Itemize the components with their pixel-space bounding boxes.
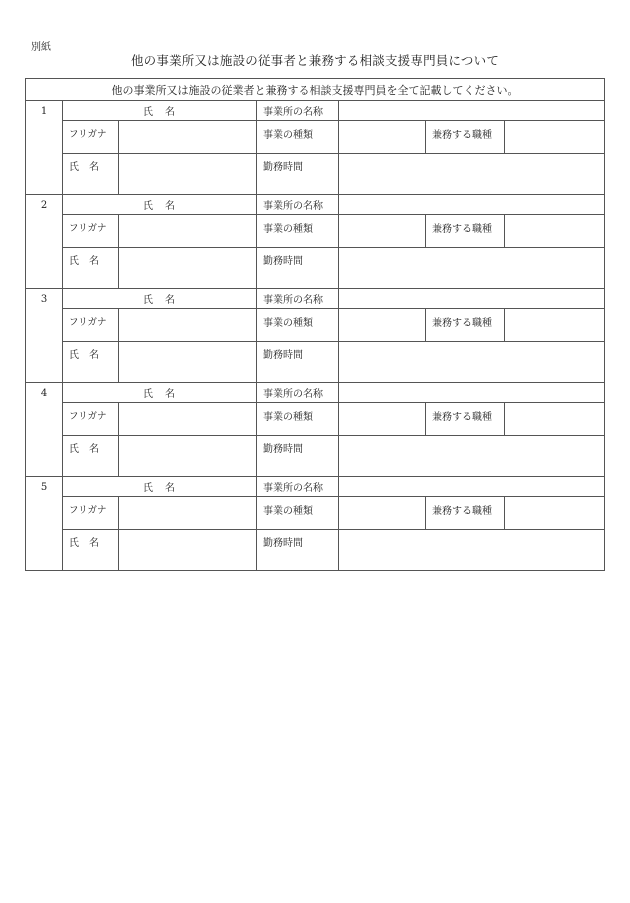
- office-name-label: 事業所の名称: [257, 289, 339, 309]
- business-type-label: 事業の種類: [257, 403, 339, 436]
- name-field[interactable]: [119, 154, 257, 195]
- name-label: 氏 名: [63, 342, 119, 383]
- entry-number: 4: [26, 383, 63, 477]
- entry-row-furigana: [26, 215, 605, 248]
- entry-number: 5: [26, 477, 63, 571]
- working-hours-label: 勤務時間: [257, 342, 339, 383]
- furigana-label: フリガナ: [63, 497, 119, 530]
- concurrent-role-label: 兼務する職種: [426, 309, 505, 342]
- annex-label: 別紙: [31, 42, 51, 53]
- concurrent-role-label: 兼務する職種: [426, 121, 505, 154]
- document-title: 他の事業所又は施設の従事者と兼務する相談支援専門員について: [130, 53, 500, 68]
- staff-form-table: [25, 78, 605, 571]
- furigana-field[interactable]: [119, 309, 257, 342]
- concurrent-role-field[interactable]: [505, 403, 605, 436]
- entry-number: 2: [26, 195, 63, 289]
- name-field[interactable]: [119, 342, 257, 383]
- name-header-label: 氏 名: [63, 383, 257, 403]
- office-name-label: 事業所の名称: [257, 101, 339, 121]
- furigana-field[interactable]: [119, 403, 257, 436]
- entry-row-name: [26, 342, 605, 383]
- entry-row-name: [26, 248, 605, 289]
- working-hours-label: 勤務時間: [257, 248, 339, 289]
- name-header-label: 氏 名: [63, 101, 257, 121]
- office-name-field[interactable]: [339, 477, 605, 497]
- business-type-field[interactable]: [339, 121, 426, 154]
- office-name-label: 事業所の名称: [257, 195, 339, 215]
- entry-number: 3: [26, 289, 63, 383]
- entry-number: 1: [26, 101, 63, 195]
- concurrent-role-label: 兼務する職種: [426, 215, 505, 248]
- working-hours-label: 勤務時間: [257, 436, 339, 477]
- entry-row-office: [26, 477, 605, 497]
- furigana-label: フリガナ: [63, 215, 119, 248]
- office-name-label: 事業所の名称: [257, 383, 339, 403]
- furigana-field[interactable]: [119, 215, 257, 248]
- furigana-label: フリガナ: [63, 403, 119, 436]
- working-hours-label: 勤務時間: [257, 530, 339, 571]
- business-type-label: 事業の種類: [257, 121, 339, 154]
- working-hours-field[interactable]: [339, 436, 605, 477]
- entry-row-furigana: [26, 497, 605, 530]
- entry-row-office: [26, 195, 605, 215]
- office-name-field[interactable]: [339, 195, 605, 215]
- working-hours-label: 勤務時間: [257, 154, 339, 195]
- entry-row-name: [26, 530, 605, 571]
- name-label: 氏 名: [63, 436, 119, 477]
- business-type-label: 事業の種類: [257, 497, 339, 530]
- name-label: 氏 名: [63, 154, 119, 195]
- entry-row-office: [26, 383, 605, 403]
- name-label: 氏 名: [63, 248, 119, 289]
- business-type-field[interactable]: [339, 497, 426, 530]
- instruction-row: [26, 79, 605, 101]
- instruction-text: 他の事業所又は施設の従業者と兼務する相談支援専門員を全て記載してください。: [26, 79, 605, 101]
- concurrent-role-label: 兼務する職種: [426, 497, 505, 530]
- working-hours-field[interactable]: [339, 530, 605, 571]
- office-name-field[interactable]: [339, 101, 605, 121]
- entry-row-furigana: [26, 403, 605, 436]
- business-type-label: 事業の種類: [257, 309, 339, 342]
- name-field[interactable]: [119, 248, 257, 289]
- business-type-field[interactable]: [339, 309, 426, 342]
- concurrent-role-field[interactable]: [505, 121, 605, 154]
- business-type-label: 事業の種類: [257, 215, 339, 248]
- furigana-field[interactable]: [119, 121, 257, 154]
- entry-row-office: [26, 101, 605, 121]
- furigana-label: フリガナ: [63, 309, 119, 342]
- office-name-label: 事業所の名称: [257, 477, 339, 497]
- name-field[interactable]: [119, 530, 257, 571]
- name-header-label: 氏 名: [63, 477, 257, 497]
- entry-row-office: [26, 289, 605, 309]
- name-header-label: 氏 名: [63, 289, 257, 309]
- business-type-field[interactable]: [339, 403, 426, 436]
- office-name-field[interactable]: [339, 289, 605, 309]
- furigana-field[interactable]: [119, 497, 257, 530]
- working-hours-field[interactable]: [339, 248, 605, 289]
- working-hours-field[interactable]: [339, 342, 605, 383]
- name-header-label: 氏 名: [63, 195, 257, 215]
- concurrent-role-label: 兼務する職種: [426, 403, 505, 436]
- entry-row-furigana: [26, 309, 605, 342]
- working-hours-field[interactable]: [339, 154, 605, 195]
- furigana-label: フリガナ: [63, 121, 119, 154]
- entry-row-furigana: [26, 121, 605, 154]
- concurrent-role-field[interactable]: [505, 215, 605, 248]
- concurrent-role-field[interactable]: [505, 497, 605, 530]
- concurrent-role-field[interactable]: [505, 309, 605, 342]
- entry-row-name: [26, 154, 605, 195]
- entry-row-name: [26, 436, 605, 477]
- name-field[interactable]: [119, 436, 257, 477]
- office-name-field[interactable]: [339, 383, 605, 403]
- business-type-field[interactable]: [339, 215, 426, 248]
- name-label: 氏 名: [63, 530, 119, 571]
